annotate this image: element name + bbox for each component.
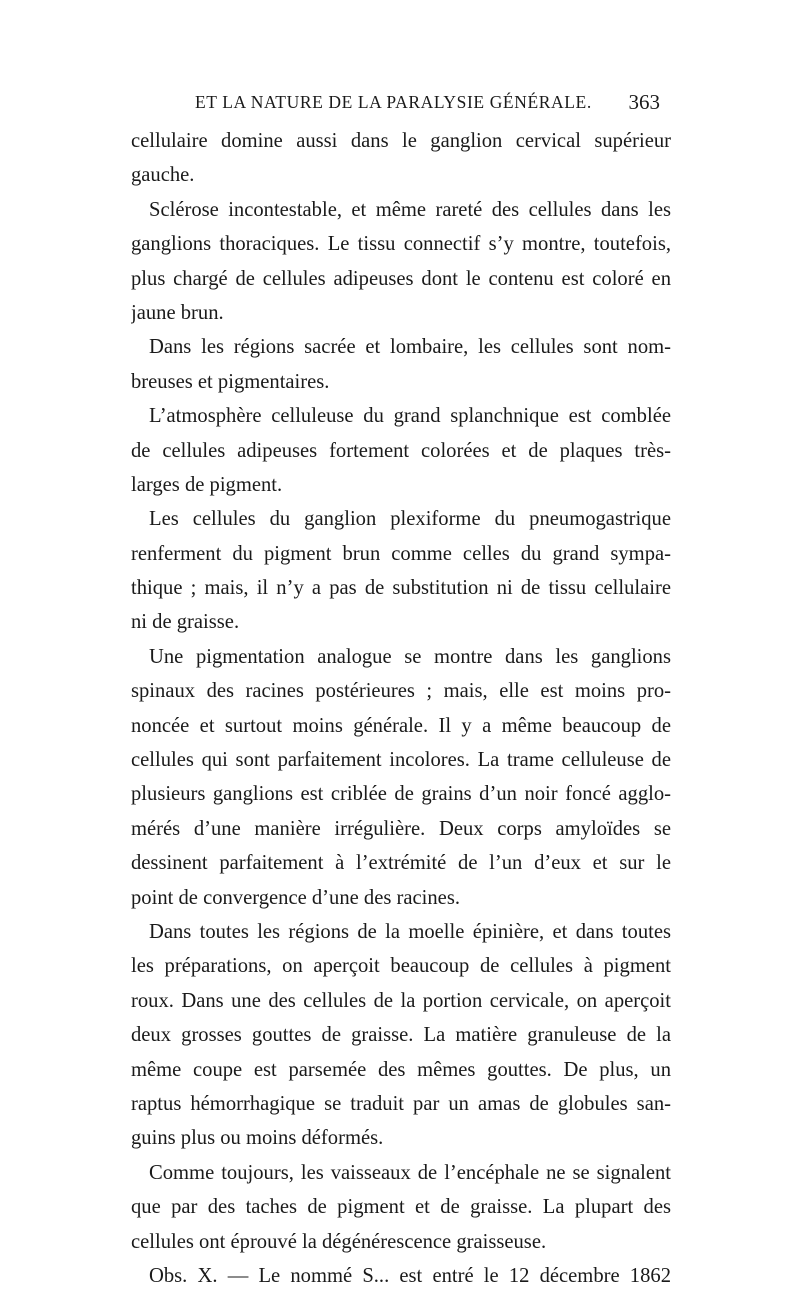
text-line: plusieurs ganglions est criblée de grains d’un noir foncé agglo-	[131, 783, 671, 806]
text-line: thique ; mais, il n’y a pas de substitution ni de tissu cellulaire	[131, 577, 671, 600]
text-line: roux. Dans une des cellules de la portion cervicale, on aperçoit	[131, 989, 671, 1012]
text-line: gauche.	[131, 164, 195, 187]
text-line: deux grosses gouttes de graisse. La matière granuleuse de la	[131, 1024, 671, 1047]
text-line: cellulaire domine aussi dans le ganglion cervical supérieur	[131, 130, 671, 152]
running-head	[195, 92, 660, 118]
text-line: raptus hémorrhagique se traduit par un amas de globules san-	[131, 1092, 671, 1115]
text-line: dessinent parfaitement à l’extrémité de l’un d’eux et sur le	[131, 852, 671, 875]
paragraph-first-line: Dans les régions sacrée et lombaire, les cellules sont nom-	[149, 336, 671, 359]
text-line: ni de graisse.	[131, 611, 240, 634]
text-line: les préparations, on aperçoit beaucoup de cellules à pigment	[131, 955, 671, 978]
text-line: de cellules adipeuses fortement colorées et de plaques très-	[131, 439, 671, 462]
text-line: jaune brun.	[131, 301, 224, 324]
running-title: ET LA NATURE DE LA PARALYSIE GÉNÉRALE.	[195, 92, 592, 112]
paragraph-first-line: Sclérose incontestable, et même rareté des cellules dans les	[149, 198, 671, 221]
paragraph-first-line: Une pigmentation analogue se montre dans les ganglions	[149, 645, 671, 668]
text-line: cellules ont éprouvé la dégénérescence graisseuse.	[131, 1230, 547, 1253]
text-line: même coupe est parsemée des mêmes gouttes. De plus, un	[131, 1058, 671, 1081]
body-text	[131, 124, 671, 1293]
paragraph-first-line: Dans toutes les régions de la moelle épinière, et dans toutes	[149, 920, 671, 943]
text-line: spinaux des racines postérieures ; mais, elle est moins pro-	[131, 680, 671, 703]
paragraph-first-line: L’atmosphère celluleuse du grand splanchnique est comblée	[149, 405, 671, 428]
paragraph-first-line: Comme toujours, les vaisseaux de l’encéphale ne se signalent	[149, 1161, 671, 1184]
text-line: guins plus ou moins déformés.	[131, 1127, 384, 1150]
text-line: plus chargé de cellules adipeuses dont le contenu est coloré en	[131, 267, 671, 290]
text-line: mérés d’une manière irrégulière. Deux corps amyloïdes se	[131, 817, 671, 840]
text-line: point de convergence d’une des racines.	[131, 886, 460, 909]
text-line: larges de pigment.	[131, 473, 283, 496]
paragraph-first-line: Les cellules du ganglion plexiforme du pneumogastrique	[149, 508, 671, 531]
text-line: que par des taches de pigment et de graisse. La plupart des	[131, 1196, 671, 1219]
observation-heading-line: Obs. X. — Le nommé S... est entré le 12 décembre 1862	[149, 1264, 671, 1287]
text-line: cellules qui sont parfaitement incolores. La trame celluleuse de	[131, 749, 671, 772]
text-line: renferment du pigment brun comme celles du grand sympa-	[131, 542, 671, 565]
text-line: noncée et surtout moins générale. Il y a même beaucoup de	[131, 714, 671, 737]
text-line: breuses et pigmentaires.	[131, 370, 330, 393]
text-line: ganglions thoraciques. Le tissu connectif s’y montre, toutefois,	[131, 233, 671, 256]
page-number: 363	[628, 90, 660, 114]
